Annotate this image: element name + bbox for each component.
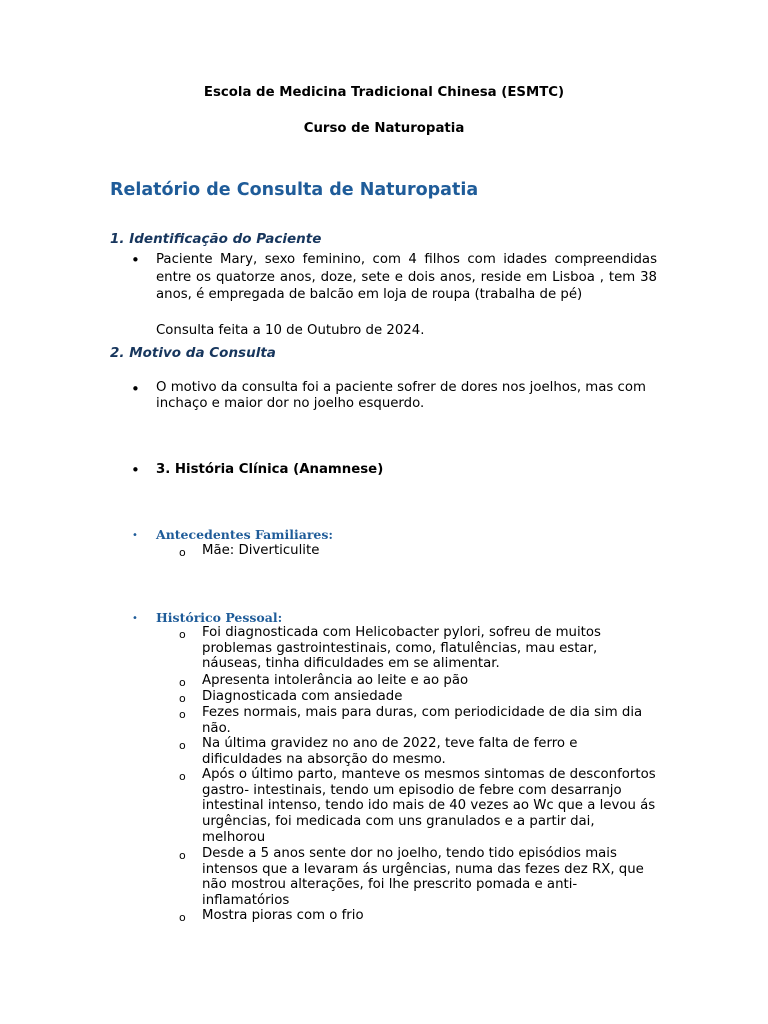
family-history-heading: Antecedentes Familiares: [156, 527, 334, 542]
section-reason-heading: 2. Motivo da Consulta [110, 345, 276, 361]
list-item: Na última gravidez no ano de 2022, teve falta de ferro e dificuldades na absorção do mesmo. [202, 736, 578, 767]
list-item: Apresenta intolerância ao leite e ao pão [202, 673, 469, 688]
bullet-icon: • [131, 251, 140, 269]
bullet-icon: • [132, 530, 138, 541]
list-marker-icon: o [179, 770, 186, 783]
list-marker-icon: o [179, 628, 186, 641]
list-item: Diagnosticada com ansiedade [202, 689, 403, 704]
course-name: Curso de Naturopatia [303, 121, 465, 136]
section-identification-heading: 1. Identificação do Paciente [110, 231, 322, 247]
bullet-icon: • [131, 461, 140, 479]
consultation-date: Consulta feita a 10 de Outubro de 2024. [156, 323, 425, 338]
list-item: Mostra pioras com o frio [202, 908, 364, 923]
list-marker-icon: o [179, 911, 186, 924]
list-item: Após o último parto, manteve os mesmos sintomas de desconfortos gastro- intestinais, tendo um episodio de febre com desarranjo intestinal intenso, tendo ido mais de 40 vezes ao Wc que a levou ás urgências, foi medicada com uns granulados e a partir dai, melhorou [202, 767, 656, 845]
list-marker-icon: o [179, 849, 186, 862]
list-item: Mãe: Diverticulite [202, 543, 320, 558]
list-item: Foi diagnosticada com Helicobacter pylori, sofreu de muitos problemas gastrointestinais, como, flatulências, mau estar, náuseas, tinha dificuldades em se alimentar. [202, 625, 601, 672]
list-item: Desde a 5 anos sente dor no joelho, tendo tido episódios mais intensos que a levaram ás urgências, numa das fezes dez RX, que não mostrou alterações, foi lhe prescrito pomada e anti-inflamatórios [202, 846, 644, 909]
bullet-icon: • [132, 613, 138, 624]
patient-identification-text: Paciente Mary, sexo feminino, com 4 filhos com idades compreendidas entre os quatorze anos, doze, sete e dois anos, reside em Lisboa , tem 38 anos, é empregada de balcão em loja de roupa (trabalha de pé) [156, 252, 657, 302]
list-item: Fezes normais, mais para duras, com periodicidade de dia sim dia não. [202, 705, 643, 736]
list-marker-icon: o [179, 692, 186, 705]
list-marker-icon: o [179, 739, 186, 752]
personal-history-heading: Histórico Pessoal: [156, 610, 283, 625]
list-marker-icon: o [179, 676, 186, 689]
list-marker-icon: o [179, 708, 186, 721]
section-history-heading: 3. História Clínica (Anamnese) [156, 462, 384, 477]
bullet-icon: • [131, 380, 140, 398]
report-title: Relatório de Consulta de Naturopatia [110, 180, 479, 200]
consultation-reason-text: O motivo da consulta foi a paciente sofrer de dores nos joelhos, mas com inchaço e maior dor no joelho esquerdo. [156, 380, 646, 411]
list-marker-icon: o [179, 546, 186, 559]
school-name: Escola de Medicina Tradicional Chinesa (ESMTC) [203, 85, 565, 100]
